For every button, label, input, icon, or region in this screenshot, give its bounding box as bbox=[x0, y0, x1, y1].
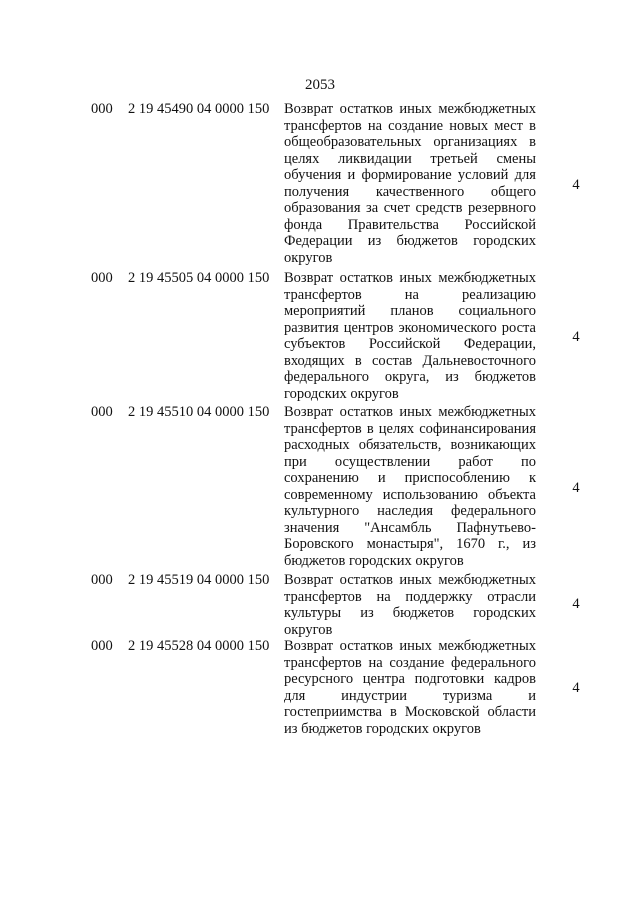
income-description bbox=[284, 572, 536, 638]
admin-code: 000 bbox=[91, 270, 113, 286]
income-description bbox=[284, 638, 536, 737]
description-line: образования за счет средств резервного bbox=[284, 200, 536, 216]
description-line: округов bbox=[284, 621, 333, 638]
description-line: трансфертов на создание новых мест в bbox=[284, 117, 536, 134]
budget-classification-code: 2 19 45505 04 0000 150 bbox=[128, 270, 270, 286]
description-line: фонда Правительства Российской bbox=[284, 216, 536, 233]
row-value: 4 bbox=[572, 596, 580, 612]
budget-classification-code: 2 19 45528 04 0000 150 bbox=[128, 638, 270, 654]
budget-classification-code: 2 19 45490 04 0000 150 bbox=[128, 101, 270, 117]
description-line: трансфертов на реализацию bbox=[284, 286, 536, 303]
description-line: трансфертов на поддержку отрасли bbox=[284, 588, 536, 605]
description-line: входящих в состав Дальневосточного bbox=[284, 352, 536, 369]
description-line: федерального округа, из бюджетов bbox=[284, 369, 536, 385]
description-line: при осуществлении работ по bbox=[284, 453, 536, 470]
description-line: Возврат остатков иных межбюджетных bbox=[284, 404, 536, 420]
description-line: Возврат остатков иных межбюджетных bbox=[284, 638, 536, 654]
description-line: целях ликвидации третьей смены bbox=[284, 150, 536, 167]
description-line: Возврат остатков иных межбюджетных bbox=[284, 101, 536, 117]
admin-code: 000 bbox=[91, 101, 113, 117]
description-line: получения качественного общего bbox=[284, 183, 536, 200]
description-line: субъектов Российской Федерации, bbox=[284, 336, 536, 352]
page-number: 2053 bbox=[305, 77, 335, 93]
description-line: Возврат остатков иных межбюджетных bbox=[284, 572, 536, 588]
description-line: гостеприимства в Московской области bbox=[284, 704, 536, 720]
description-line: мероприятий планов социального bbox=[284, 303, 536, 319]
description-line: Федерации из бюджетов городских bbox=[284, 233, 536, 249]
description-line: культуры из бюджетов городских bbox=[284, 605, 536, 621]
budget-classification-code: 2 19 45519 04 0000 150 bbox=[128, 572, 270, 588]
description-line: обучения и формирование условий для bbox=[284, 167, 536, 183]
description-line: культурного наследия федерального bbox=[284, 503, 536, 519]
row-value: 4 bbox=[572, 177, 580, 193]
admin-code: 000 bbox=[91, 404, 113, 420]
row-value: 4 bbox=[572, 480, 580, 496]
admin-code: 000 bbox=[91, 638, 113, 654]
income-description bbox=[284, 101, 536, 266]
description-line: общеобразовательных организациях в bbox=[284, 134, 536, 150]
description-line: округов bbox=[284, 249, 333, 266]
description-line: расходных обязательств, возникающих bbox=[284, 437, 536, 453]
description-line: Боровского монастыря", 1670 г., из bbox=[284, 536, 536, 552]
budget-classification-code: 2 19 45510 04 0000 150 bbox=[128, 404, 270, 420]
income-description bbox=[284, 404, 536, 569]
income-description bbox=[284, 270, 536, 402]
description-line: из бюджетов городских округов bbox=[284, 720, 481, 737]
admin-code: 000 bbox=[91, 572, 113, 588]
row-value: 4 bbox=[572, 680, 580, 696]
description-line: ресурсного центра подготовки кадров bbox=[284, 671, 536, 687]
description-line: значения "Ансамбль Пафнутьево- bbox=[284, 519, 536, 536]
description-line: Возврат остатков иных межбюджетных bbox=[284, 270, 536, 286]
description-line: городских округов bbox=[284, 385, 399, 402]
description-line: современному использованию объекта bbox=[284, 486, 536, 503]
description-line: для индустрии туризма и bbox=[284, 687, 536, 704]
description-line: развития центров экономического роста bbox=[284, 319, 536, 336]
description-line: бюджетов городских округов bbox=[284, 552, 464, 569]
description-line: трансфертов на создание федерального bbox=[284, 654, 536, 671]
row-value: 4 bbox=[572, 329, 580, 345]
description-line: сохранению и приспособлению к bbox=[284, 470, 536, 486]
description-line: трансфертов в целях софинансирования bbox=[284, 420, 536, 437]
